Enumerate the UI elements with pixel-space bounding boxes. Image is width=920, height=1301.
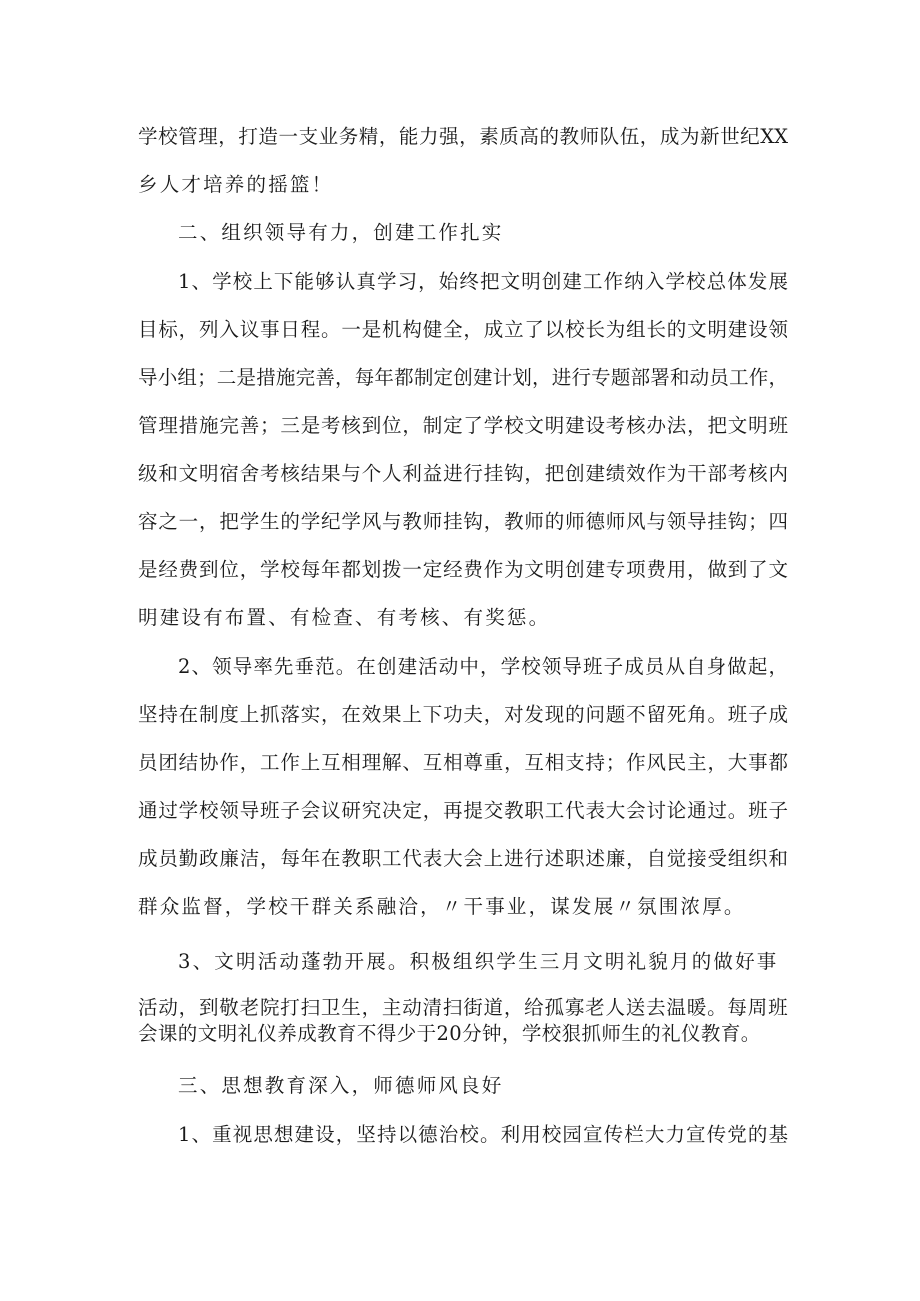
paragraph-line: 1、学校上下能够认真学习，始终把文明创建工作纳入学校总体发展 xyxy=(178,270,788,293)
paragraph-line: 管理措施完善；三是考核到位，制定了学校文明建设考核办法，把文明班 xyxy=(138,414,788,437)
paragraph-line: 员团结协作，工作上互相理解、互相尊重，互相支持；作风民主，大事都 xyxy=(138,751,788,774)
paragraph-line: 容之一，把学生的学纪学风与教师挂钩，教师的师德师风与领导挂钩；四 xyxy=(138,510,788,533)
section-heading: 三、思想教育深入，师德师风良好 xyxy=(178,1074,504,1097)
paragraph-line: 目标，列入议事日程。一是机构健全，成立了以校长为组长的文明建设领 xyxy=(138,318,788,341)
paragraph-line: 会课的文明礼仪养成教育不得少于20分钟，学校狠抓师生的礼仪教育。 xyxy=(138,1022,761,1045)
paragraph-line: 群众监督，学校干群关系融洽，〃干事业，谋发展〃氛围浓厚。 xyxy=(138,895,746,918)
paragraph-line: 学校管理，打造一支业务精，能力强，素质高的教师队伍，成为新世纪XX xyxy=(138,125,788,148)
paragraph-line: 明建设有布置、有检查、有考核、有奖惩。 xyxy=(138,606,551,629)
paragraph-line: 成员勤政廉洁，每年在教职工代表大会上进行述职述廉，自觉接受组织和 xyxy=(138,847,788,870)
paragraph-line: 2、领导率先垂范。在创建活动中，学校领导班子成员从自身做起， xyxy=(178,655,788,678)
paragraph-line: 1、重视思想建设，坚持以德治校。利用校园宣传栏大力宣传党的基 xyxy=(178,1123,788,1146)
section-heading: 二、组织领导有力，创建工作扎实 xyxy=(178,221,504,244)
paragraph-line: 坚持在制度上抓落实，在效果上下功夫，对发现的问题不留死角。班子成 xyxy=(138,703,788,726)
paragraph-line: 级和文明宿舍考核结果与个人利益进行挂钩，把创建绩效作为干部考核内 xyxy=(138,462,788,485)
paragraph-line: 活动，到敬老院打扫卫生，主动清扫街道，给孤寡老人送去温暖。每周班 xyxy=(138,996,788,1019)
paragraph-line: 3、文明活动蓬勃开展。积极组织学生三月文明礼貌月的做好事 xyxy=(178,950,779,973)
paragraph-line: 是经费到位，学校每年都划拨一定经费作为文明创建专项费用，做到了文 xyxy=(138,558,788,581)
paragraph-line: 导小组；二是措施完善，每年都制定创建计划，进行专题部署和动员工作， xyxy=(138,366,788,389)
paragraph-line: 乡人才培养的摇篮！ xyxy=(138,173,334,196)
paragraph-line: 通过学校领导班子会议研究决定，再提交教职工代表大会讨论通过。班子 xyxy=(138,799,788,822)
